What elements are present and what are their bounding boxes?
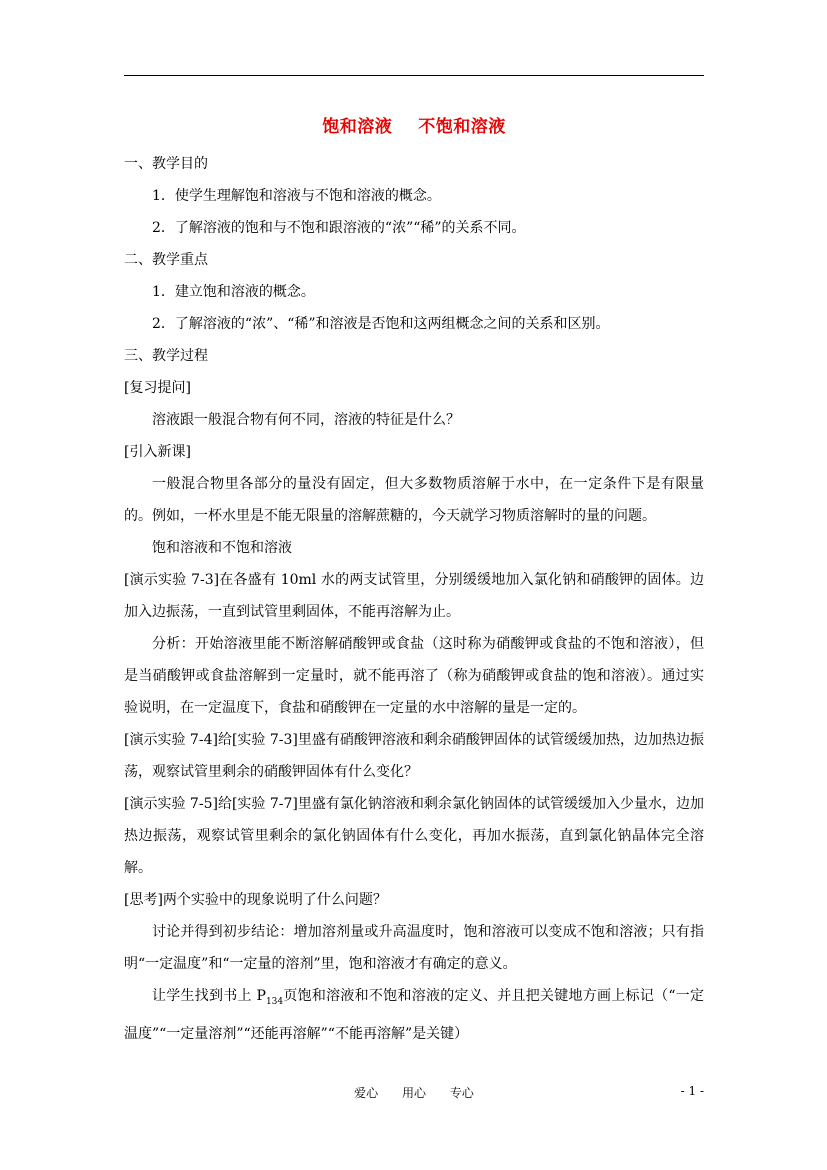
intro-paragraph: 一般混合物里各部分的量没有固定，但大多数物质溶解于水中，在一定条件下是有限量的。例如，一杯水里是不能无限量的溶解蔗糖的，今天就学习物质溶解时的量的问题。 [124,476,704,524]
page-ref-subscript: 134 [265,996,284,1007]
section-2-item-1: 1．建立饱和溶液的概念。 [152,284,315,300]
discussion-paragraph: 讨论并得到初步结论：增加溶剂量或升高温度时，饱和溶液可以变成不饱和溶液；只有指明“一定温度”和“一定量的溶剂”里，饱和溶液才有确定的意义。 [124,924,704,972]
review-question: 溶液跟一般混合物有何不同，溶液的特征是什么？ [152,412,460,428]
section-1-item-2: 2．了解溶液的饱和与不饱和跟溶液的“浓”“稀”的关系不同。 [152,220,526,236]
section-1-item-1: 1．使学生理解饱和溶液与不饱和溶液的概念。 [152,188,441,204]
header-rule [124,75,704,76]
think-paragraph: [思考]两个实验中的现象说明了什么问题？ [124,892,387,908]
footer-word-1: 爱心 [354,1086,379,1100]
review-tag: [复习提问] [124,380,191,396]
analysis-paragraph: 分析：开始溶液里能不断溶解硝酸钾或食盐（这时称为硝酸钾或食盐的不饱和溶液），但是当硝酸钾或食盐溶解到一定量时，就不能再溶了（称为硝酸钾或食盐的饱和溶液）。通过实验说明，在一定温度下，食盐和硝酸钾在一定量的水中溶解的量是一定的。 [124,636,704,716]
section-3-heading: 三、教学过程 [124,348,208,364]
document-body [124,148,704,1050]
footer-motto [124,1084,704,1101]
title-part-1: 饱和溶液 [322,117,393,137]
section-2-heading: 二、教学重点 [124,252,208,268]
demo-7-3-paragraph: [演示实验 7-3]在各盛有 10ml 水的两支试管里，分别缓缓地加入氯化钠和硝酸钾的固体。边加入边振荡，一直到试管里剩固体，不能再溶解为止。 [124,572,704,620]
demo-7-4-paragraph: [演示实验 7-4]给[实验 7-3]里盛有硝酸钾溶液和剩余硝酸钾固体的试管缓缓加热，边加热边振荡，观察试管里剩余的硝酸钾固体有什么变化？ [124,732,704,780]
intro-tag: [引入新课] [124,444,191,460]
footer-word-3: 专心 [449,1086,474,1100]
definition-text-pre: 让学生找到书上 P [152,988,266,1004]
title-part-2: 不饱和溶液 [418,117,506,137]
page-number: - 1 - [680,1084,704,1098]
demo-7-5-paragraph: [演示实验 7-5]给[实验 7-7]里盛有氯化钠溶液和剩余氯化钠固体的试管缓缓加入少量水，边加热边振荡，观察试管里剩余的氯化钠固体有什么变化，再加水振荡，直到氯化钠晶体完全溶解。 [124,796,704,876]
footer-word-2: 用心 [401,1086,426,1100]
definition-paragraph [124,980,704,1050]
section-2-item-2: 2．了解溶液的“浓”、“稀”和溶液是否饱和这两组概念之间的关系和区别。 [152,316,610,332]
section-1-heading: 一、教学目的 [124,156,208,172]
subsection-title: 饱和溶液和不饱和溶液 [152,540,292,556]
page-title [124,112,704,137]
definition-text-post: 页饱和溶液和不饱和溶液的定义、并且把关键地方画上标记（“一定温度”“一定量溶剂”“还能再溶解”“不能再溶解”是关键） [124,988,705,1042]
